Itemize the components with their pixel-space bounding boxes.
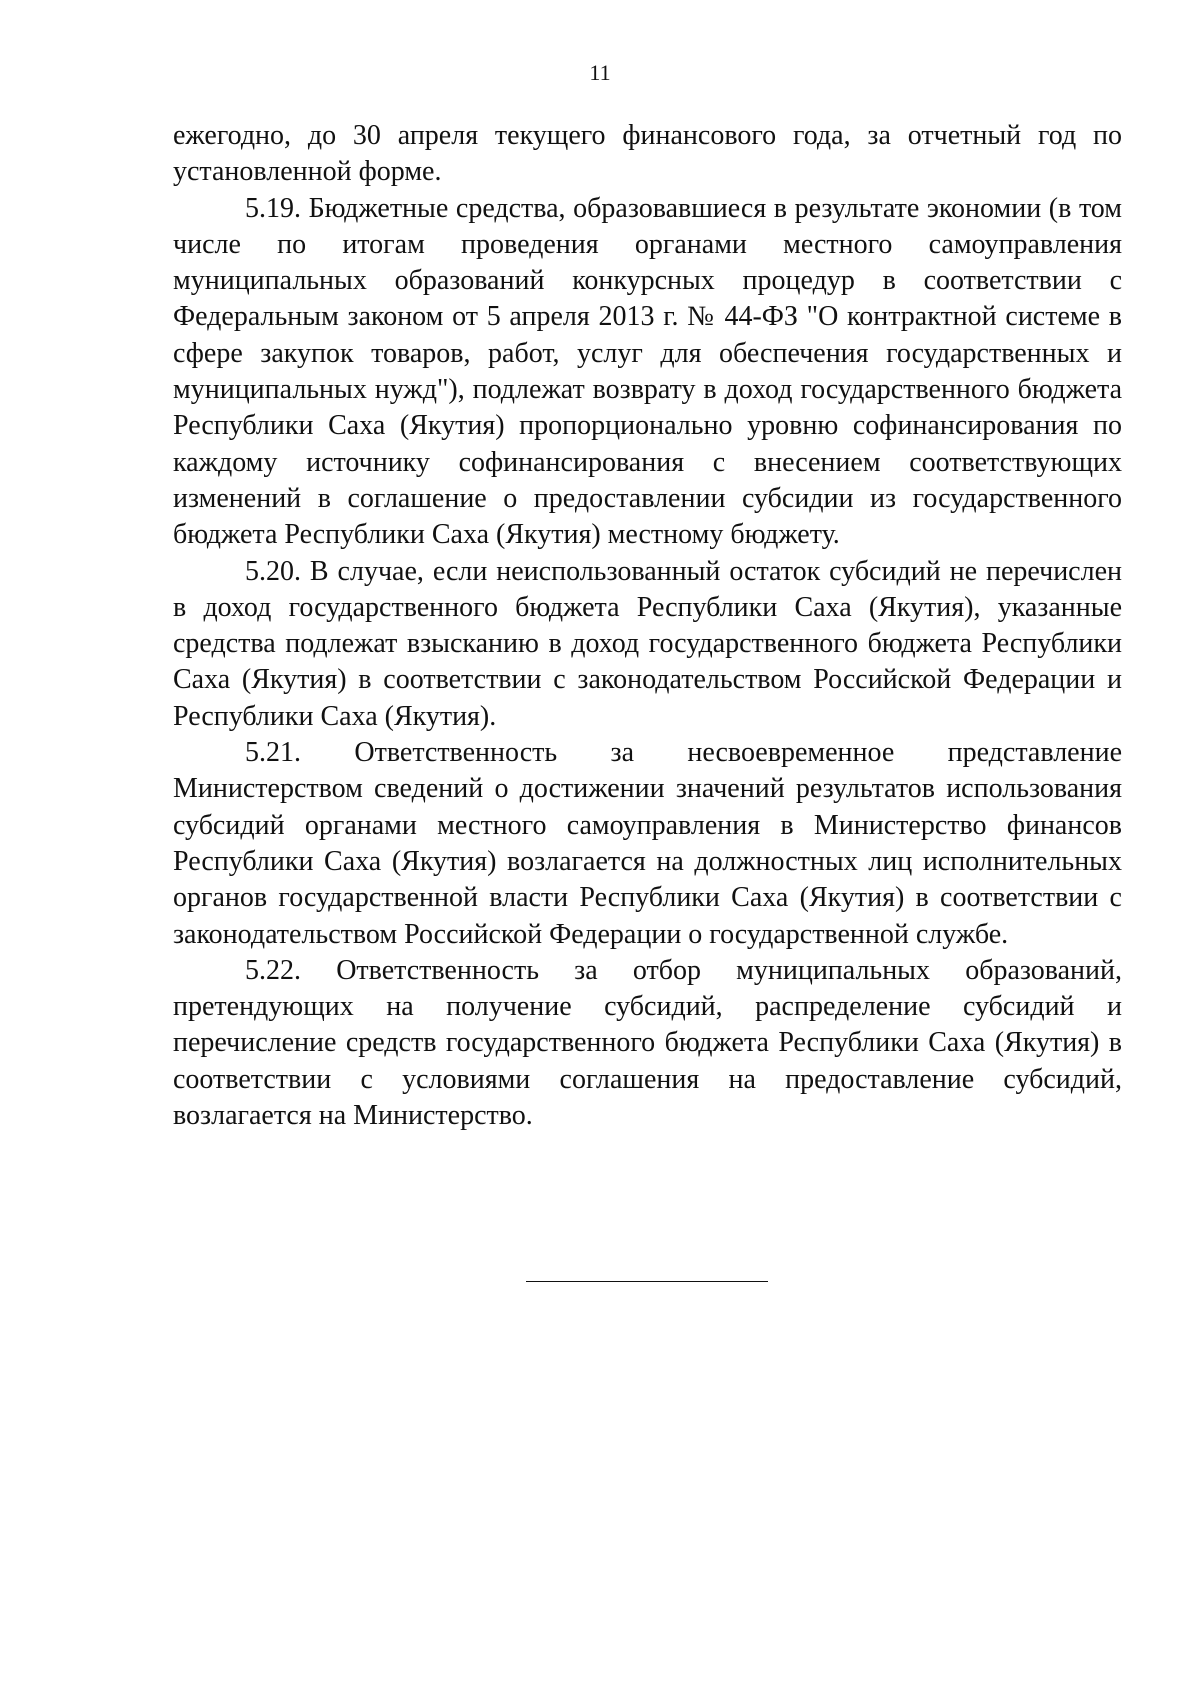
paragraph-5-22: 5.22. Ответственность за отбор муниципальных образований, претендующих на получение субсидий, распределение субсидий и перечисление средств государственного бюджета Республики Саха (Якутия) в соответствии с условиями соглашения на предоставление субсидий, возлагается на Министерство. <box>173 954 1122 1132</box>
paragraph-5-19: 5.19. Бюджетные средства, образовавшиеся в результате экономии (в том числе по итогам проведения органами местного самоуправления муниципальных образований конкурсных процедур в соответствии с Федеральным законом от 5 апреля 2013 г. № 44-ФЗ "О контрактной системе в сфере закупок товаров, работ, услуг для обеспечения государственных и муниципальных нужд"), подлежат возврату в доход государственного бюджета Республики Саха (Якутия) пропорционально уровню софинансирования по каждому источнику софинансирования с внесением соответствующих изменений в соглашение о предоставлении субсидии из государственного бюджета Республики Саха (Якутия) местному бюджету. <box>173 192 1122 551</box>
document-body <box>173 118 1122 1134</box>
paragraph-5-21: 5.21. Ответственность за несвоевременное представление Министерством сведений о достижении значений результатов использования субсидий органами местного самоуправления в Министерство финансов Республики Саха (Якутия) возлагается на должностных лиц исполнительных органов государственной власти Республики Саха (Якутия) в соответствии с законодательством Российской Федерации о государственной службе. <box>173 737 1122 950</box>
page-number: 11 <box>589 60 611 85</box>
closing-divider <box>526 1281 768 1282</box>
paragraph-continuation: ежегодно, до 30 апреля текущего финансового года, за отчетный год по установленной форме. <box>173 120 1122 188</box>
paragraph-5-20: 5.20. В случае, если неиспользованный остаток субсидий не перечислен в доход государственного бюджета Республики Саха (Якутия), указанные средства подлежат взысканию в доход государственного бюджета Республики Саха (Якутия) в соответствии с законодательством Российской Федерации и Республики Саха (Якутия). <box>173 555 1122 732</box>
